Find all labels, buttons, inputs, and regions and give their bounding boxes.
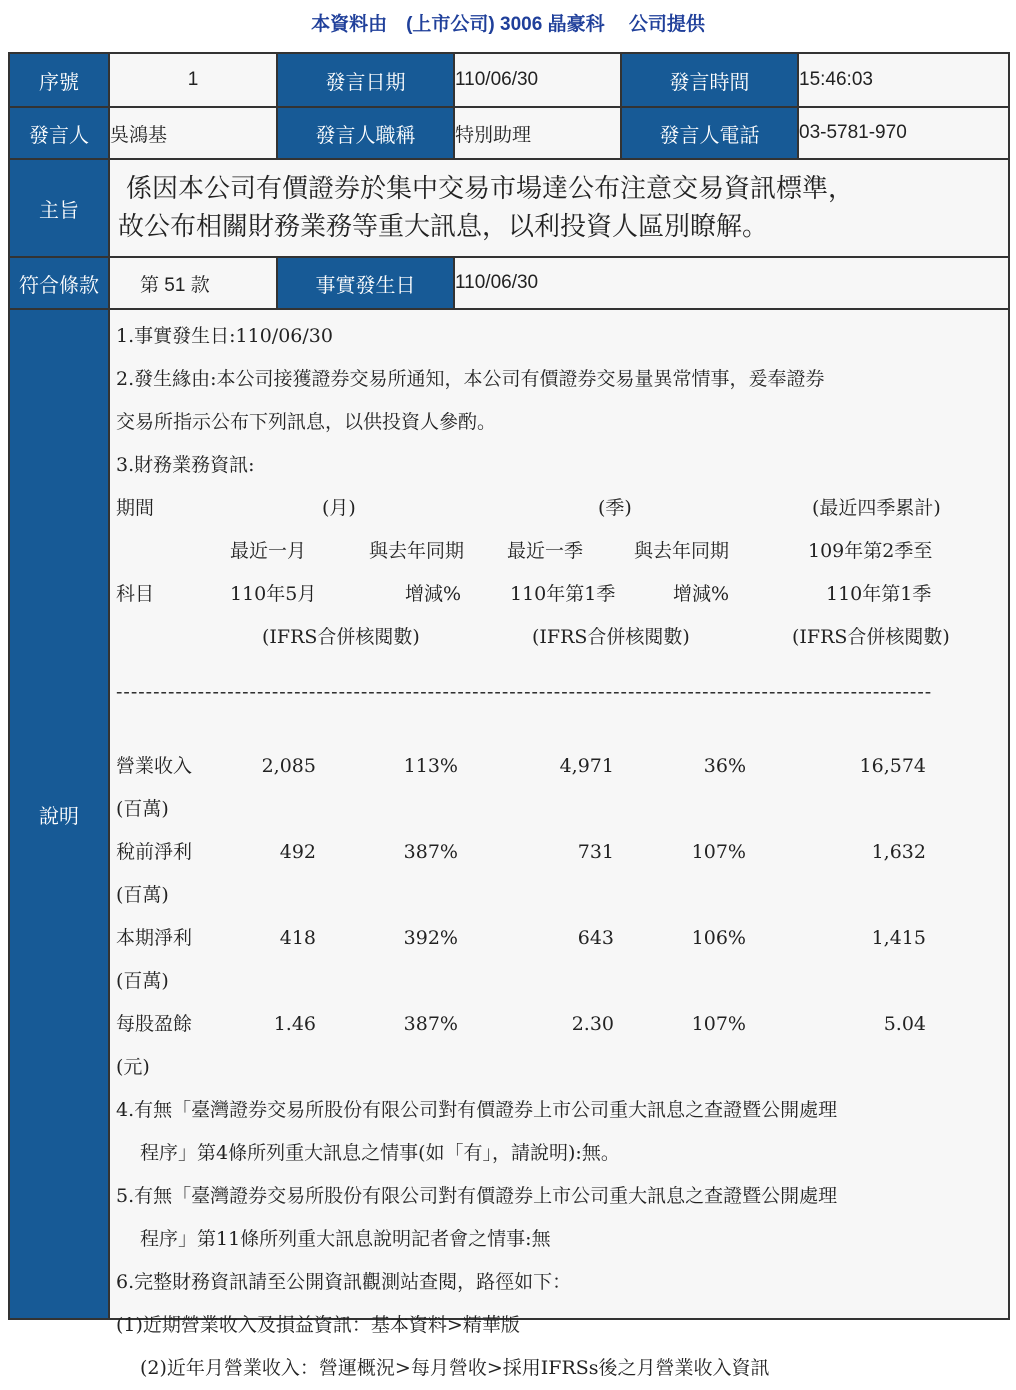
fin-row-month: 418 — [279, 927, 316, 949]
description-row — [9, 309, 1009, 1319]
desc-item-6: 6.完整財務資訊請至公開資訊觀測站查閱，路徑如下： — [116, 1271, 572, 1293]
fin-row-month-change: 387% — [403, 1013, 458, 1035]
fin-row-month-change: 387% — [403, 841, 458, 863]
fin-month-change-label: 增減% — [405, 583, 462, 605]
desc-item-2a: 2.發生緣由:本公司接獲證券交易所通知，本公司有價證券交易量異常情事，爰奉證券 — [116, 368, 825, 390]
speaker-title-label: 發言人職稱 — [277, 107, 454, 159]
fin-row-name: 稅前淨利 — [116, 841, 193, 863]
fin-row-net-income — [116, 917, 1000, 1003]
header-row-1 — [9, 53, 1009, 107]
fin-row-unit: (百萬) — [116, 970, 169, 992]
fin-row-month: 1.46 — [273, 1013, 316, 1035]
desc-item-4b: 程序」第4條所列重大訊息之情事(如「有」，請說明):無。 — [140, 1142, 620, 1164]
fin-row-month-change: 392% — [403, 927, 458, 949]
fin-row-ttm: 1,415 — [871, 927, 926, 949]
subject-line-1: 係因本公司有價證券於集中交易市場達公布注意交易資訊標準， — [126, 174, 855, 204]
subject-value — [109, 159, 1009, 257]
fin-row-unit: (百萬) — [116, 884, 169, 906]
fin-row-quarter: 731 — [577, 841, 614, 863]
fin-row-quarter-change: 106% — [691, 927, 746, 949]
fin-separator-line: -------------------------------------------------------------------------------------------------------------- — [116, 681, 933, 703]
desc-item-3: 3.財務業務資訊: — [116, 454, 255, 476]
event-date-label: 事實發生日 — [277, 257, 454, 309]
fin-ttm-basis: (IFRS合併核閱數) — [792, 626, 950, 648]
fin-ttm-range-end: 110年第1季 — [826, 583, 932, 605]
fin-quarter-yoy-label: 與去年同期 — [634, 540, 730, 562]
speaker-value: 吳鴻基 — [109, 107, 277, 159]
fin-quarter-period: 110年第1季 — [510, 583, 616, 605]
fin-row-pretax-income — [116, 831, 1000, 917]
fin-row-unit: (百萬) — [116, 798, 169, 820]
fin-header-3 — [116, 573, 1000, 616]
subject-label: 主旨 — [9, 159, 109, 257]
fin-quarter-recent-label: 最近一季 — [507, 540, 584, 562]
subject-line-2: 故公布相關財務業務等重大訊息，以利投資人區別瞭解。 — [118, 212, 769, 242]
speaker-phone-value: 03-5781-970 — [798, 107, 1009, 159]
fin-row-quarter: 2.30 — [571, 1013, 614, 1035]
source-banner: 本資料由 (上市公司) 3006 晶豪科 公司提供 — [311, 14, 705, 35]
fin-header-1 — [116, 487, 1000, 530]
speaker-phone-label: 發言人電話 — [621, 107, 798, 159]
subject-row — [9, 159, 1009, 257]
date-value: 110/06/30 — [454, 53, 621, 107]
fin-row-ttm: 5.04 — [883, 1013, 926, 1035]
time-label: 發言時間 — [621, 53, 798, 107]
clause-label: 符合條款 — [9, 257, 109, 309]
desc-item-5b: 程序」第11條所列重大訊息說明記者會之情事:無 — [140, 1228, 551, 1250]
fin-ttm-range-start: 109年第2季至 — [808, 540, 933, 562]
fin-ttm-header: (最近四季累計) — [812, 497, 941, 519]
fin-row-unit: (元) — [116, 1056, 150, 1078]
header-row-2 — [9, 107, 1009, 159]
speaker-label: 發言人 — [9, 107, 109, 159]
fin-month-yoy-label: 與去年同期 — [369, 540, 465, 562]
seq-label: 序號 — [9, 53, 109, 107]
fin-quarter-basis: (IFRS合併核閱數) — [532, 626, 690, 648]
fin-row-name: 營業收入 — [116, 755, 193, 777]
desc-item-4a: 4.有無「臺灣證券交易所股份有限公司對有價證券上市公司重大訊息之查證暨公開處理 — [116, 1099, 838, 1121]
desc-item-5a: 5.有無「臺灣證券交易所股份有限公司對有價證券上市公司重大訊息之查證暨公開處理 — [116, 1185, 838, 1207]
fin-row-ttm: 1,632 — [871, 841, 926, 863]
desc-item-1: 1.事實發生日:110/06/30 — [116, 325, 333, 347]
fin-header-2 — [116, 530, 1000, 573]
fin-row-revenue — [116, 745, 1000, 831]
fin-row-month: 2,085 — [261, 755, 316, 777]
fin-month-basis: (IFRS合併核閱數) — [262, 626, 420, 648]
event-date-value: 110/06/30 — [454, 257, 1009, 309]
fin-row-month: 492 — [279, 841, 316, 863]
fin-row-quarter-change: 107% — [691, 841, 746, 863]
description-body — [109, 309, 1009, 1379]
fin-row-quarter-change: 107% — [691, 1013, 746, 1035]
time-value: 15:46:03 — [798, 53, 1009, 107]
fin-month-recent-label: 最近一月 — [230, 540, 307, 562]
seq-value: 1 — [109, 53, 277, 107]
desc-item-6-1: (1)近期營業收入及損益資訊：基本資料>精華版 — [116, 1314, 520, 1336]
fin-row-quarter: 643 — [577, 927, 614, 949]
fin-month-header: (月) — [322, 497, 356, 519]
fin-row-eps — [116, 1003, 1000, 1089]
announcement-table — [8, 52, 1010, 1379]
fin-quarter-header: (季) — [598, 497, 632, 519]
fin-separator — [116, 659, 1000, 745]
fin-row-quarter-change: 36% — [703, 755, 746, 777]
date-label: 發言日期 — [277, 53, 454, 107]
clause-value: 第 51 款 — [109, 257, 277, 309]
speaker-title-value: 特別助理 — [454, 107, 621, 159]
fin-row-month-change: 113% — [403, 755, 458, 777]
desc-item-6-2: (2)近年月營業收入：營運概況>每月營收>採用IFRSs後之月營業收入資訊 — [140, 1357, 770, 1379]
desc-item-2b: 交易所指示公布下列訊息，以供投資人參酌。 — [116, 411, 497, 433]
clause-row — [9, 257, 1009, 309]
fin-month-period: 110年5月 — [230, 583, 317, 605]
fin-header-4 — [116, 616, 1000, 659]
fin-item-label: 科目 — [116, 583, 155, 605]
fin-period-label: 期間 — [116, 497, 155, 519]
fin-row-quarter: 4,971 — [559, 755, 614, 777]
description-label: 說明 — [9, 309, 109, 1319]
fin-row-name: 每股盈餘 — [116, 1013, 193, 1035]
fin-row-ttm: 16,574 — [859, 755, 926, 777]
fin-quarter-change-label: 增減% — [673, 583, 730, 605]
fin-row-name: 本期淨利 — [116, 927, 193, 949]
